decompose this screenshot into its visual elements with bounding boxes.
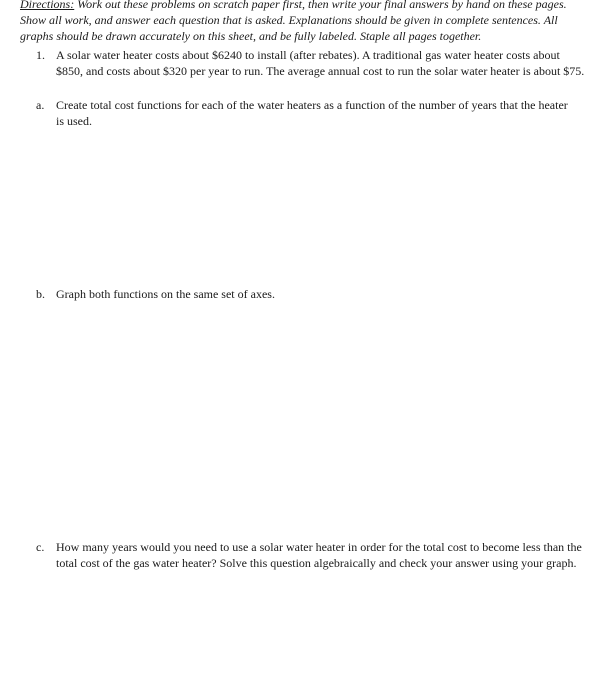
- part-b-text: Graph both functions on the same set of axes.: [56, 287, 275, 301]
- part-c-label: c.: [36, 540, 45, 554]
- directions-label: Directions:: [20, 0, 75, 11]
- part-c-text: How many years would you need to use a solar water heater in order for the total cost to become less than the total cost of the gas water heater? Solve this question algebraically and check your answer using your graph.: [56, 540, 582, 570]
- directions-text: Work out these problems on scratch paper first, then write your final answers by hand on these pages. Show all work, and answer each question that is asked. Explanations should be given in complete sentences. All graphs should be drawn accurately on this sheet, and be fully labeled. Staple all pages together.: [20, 0, 567, 43]
- part-a-text: Create total cost functions for each of the water heaters as a function of the number of years that the heater is used.: [56, 98, 568, 128]
- problem-1-text: A solar water heater costs about $6240 to install (after rebates). A traditional gas water heater costs about $850, and costs about $320 per year to run. The average annual cost to run the solar water heater is about $75.: [56, 48, 585, 78]
- part-b-label: b.: [36, 287, 45, 301]
- problem-1-number: 1.: [36, 48, 45, 62]
- part-a-label: a.: [36, 98, 45, 112]
- directions-paragraph: [20, 0, 590, 44]
